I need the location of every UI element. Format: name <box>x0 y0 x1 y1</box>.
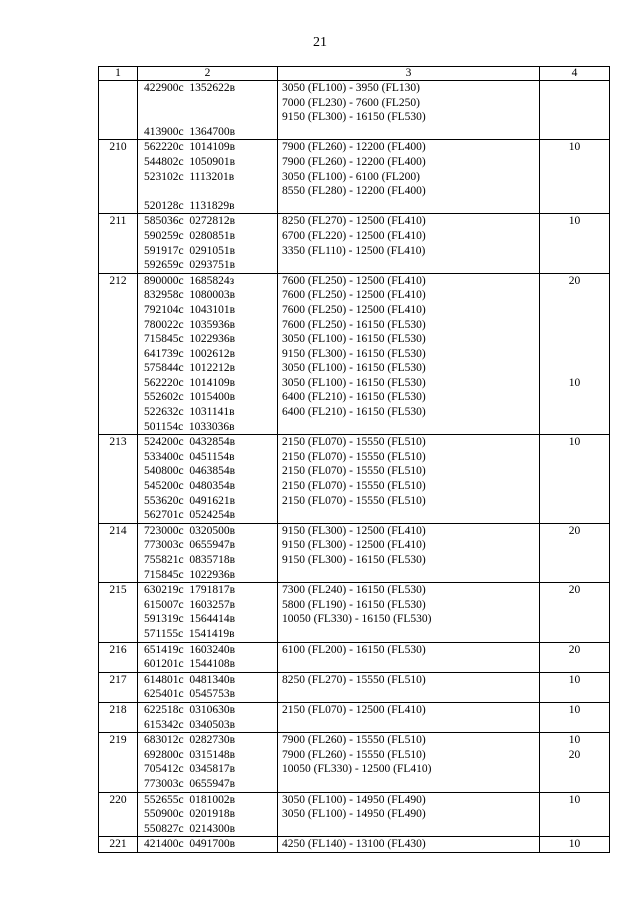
table-row <box>99 733 610 792</box>
capacity-value: 10 <box>568 141 581 154</box>
capacity-value-cell <box>540 672 610 702</box>
coordinate: 591917c 0291051в <box>144 244 236 257</box>
level-range: 6100 (FL200) - 16150 (FL530) <box>282 643 426 656</box>
capacity-value <box>540 508 609 523</box>
level-range: 7600 (FL250) - 16150 (FL530) <box>282 318 426 331</box>
table-row <box>99 583 610 642</box>
level-range: 2150 (FL070) - 15550 (FL510) <box>282 436 426 449</box>
table-row <box>99 435 610 524</box>
page-number: 21 <box>313 35 327 50</box>
level-range: 5800 (FL190) - 16150 (FL530) <box>282 598 426 611</box>
coordinate: 550900c 0201918в <box>144 808 236 821</box>
row-number: 210 <box>109 141 127 154</box>
coordinate-cell <box>138 435 278 524</box>
level-range: 3050 (FL100) - 16150 (FL530) <box>282 333 426 346</box>
coordinate: 552602c 1015400в <box>144 391 236 404</box>
capacity-value <box>540 627 609 642</box>
level-range: 3350 (FL110) - 12500 (FL410) <box>282 244 426 257</box>
header-col-3: 3 <box>278 67 540 81</box>
level-range-cell <box>278 214 540 273</box>
table-row <box>99 81 610 140</box>
coordinate: 683012c 0282730в <box>144 734 236 747</box>
coordinate: 692800c 0315148в <box>144 748 236 761</box>
coordinate: 544802c 1050901в <box>144 155 236 168</box>
capacity-value: 10 <box>568 734 581 747</box>
level-range: 10050 (FL330) - 12500 (FL410) <box>282 763 432 776</box>
coordinate: 562701c 0524254в <box>144 509 236 522</box>
capacity-value: 10 <box>568 838 581 851</box>
level-range: 3050 (FL100) - 14950 (FL490) <box>282 808 426 821</box>
capacity-value-cell <box>540 435 610 524</box>
coordinate: 630219c 1791817в <box>144 584 236 597</box>
coordinate: 773003c 0655947в <box>144 777 236 790</box>
capacity-value <box>540 598 609 613</box>
row-number-cell <box>99 140 138 214</box>
capacity-value: 10 <box>568 215 581 228</box>
coordinate: 601201c 1544108в <box>144 658 236 671</box>
level-range: 8550 (FL280) - 12200 (FL400) <box>282 185 426 198</box>
capacity-value: 20 <box>568 584 581 597</box>
capacity-value <box>540 184 609 199</box>
capacity-value: 10 <box>568 436 581 449</box>
capacity-value <box>540 199 609 214</box>
coordinate <box>144 96 277 111</box>
level-range: 7600 (FL250) - 12500 (FL410) <box>282 303 426 316</box>
capacity-value <box>540 568 609 583</box>
level-range: 7900 (FL260) - 15550 (FL510) <box>282 748 426 761</box>
level-range-cell <box>278 837 540 853</box>
level-range <box>282 657 539 672</box>
coordinate: 533400c 0451154в <box>144 450 235 463</box>
table-row <box>99 702 610 732</box>
level-range-cell <box>278 435 540 524</box>
level-range: 3050 (FL100) - 14950 (FL490) <box>282 793 426 806</box>
coordinate: 562220c 1014109в <box>144 376 236 389</box>
level-range: 7900 (FL260) - 12200 (FL400) <box>282 155 426 168</box>
row-number: 218 <box>109 703 127 716</box>
capacity-value-cell <box>540 733 610 792</box>
level-range-cell <box>278 642 540 672</box>
capacity-value <box>540 718 609 733</box>
row-number-cell <box>99 583 138 642</box>
capacity-value <box>540 155 609 170</box>
level-range <box>282 777 539 792</box>
coordinate: 523102c 1113201в <box>144 170 235 183</box>
coordinate: 792104c 1043101в <box>144 303 236 316</box>
level-range: 3050 (FL100) - 6100 (FL200) <box>282 170 420 183</box>
row-number: 214 <box>109 524 127 537</box>
level-range: 6700 (FL220) - 12500 (FL410) <box>282 229 426 242</box>
level-range: 7600 (FL250) - 12500 (FL410) <box>282 289 426 302</box>
table-row <box>99 214 610 273</box>
level-range: 9150 (FL300) - 16150 (FL530) <box>282 111 426 124</box>
capacity-value: 10 <box>568 793 581 806</box>
level-range: 8250 (FL270) - 15550 (FL510) <box>282 673 426 686</box>
row-number: 220 <box>109 793 127 806</box>
coordinate: 562220c 1014109в <box>144 141 236 154</box>
coordinate-cell <box>138 837 278 853</box>
level-range: 9150 (FL300) - 16150 (FL530) <box>282 347 426 360</box>
level-range: 6400 (FL210) - 16150 (FL530) <box>282 391 426 404</box>
row-number: 221 <box>109 838 127 851</box>
capacity-value <box>540 450 609 465</box>
row-number: 216 <box>109 643 127 656</box>
coordinate: 651419c 1603240в <box>144 643 236 656</box>
row-number: 215 <box>109 584 127 597</box>
capacity-value: 10 <box>568 376 581 389</box>
capacity-value <box>540 347 609 362</box>
row-number: 212 <box>109 274 127 287</box>
level-range <box>282 822 539 837</box>
level-range: 2150 (FL070) - 15550 (FL510) <box>282 450 426 463</box>
level-range: 7000 (FL230) - 7600 (FL250) <box>282 96 420 109</box>
row-number-cell <box>99 435 138 524</box>
level-range: 2150 (FL070) - 15550 (FL510) <box>282 494 426 507</box>
header-col-4: 4 <box>540 67 610 81</box>
coordinate-cell <box>138 583 278 642</box>
coordinate: 614801c 0481340в <box>144 673 236 686</box>
coordinate: 890000c 1685824з <box>144 274 235 287</box>
capacity-value <box>540 96 609 111</box>
level-range-cell <box>278 523 540 582</box>
row-number-cell <box>99 273 138 435</box>
level-range: 7600 (FL250) - 12500 (FL410) <box>282 274 426 287</box>
capacity-value-cell <box>540 140 610 214</box>
capacity-value <box>540 81 609 96</box>
coordinate: 615342c 0340503в <box>144 718 236 731</box>
capacity-value: 20 <box>568 643 581 656</box>
capacity-value-cell <box>540 81 610 140</box>
capacity-value <box>540 318 609 333</box>
capacity-value <box>540 612 609 627</box>
airspace-table <box>98 66 610 853</box>
level-range: 9150 (FL300) - 12500 (FL410) <box>282 539 426 552</box>
table-row <box>99 837 610 853</box>
capacity-value <box>540 807 609 822</box>
coordinate-cell <box>138 273 278 435</box>
capacity-value-cell <box>540 273 610 435</box>
row-number-cell <box>99 702 138 732</box>
coordinate-cell <box>138 642 278 672</box>
level-range: 9150 (FL300) - 16150 (FL530) <box>282 554 426 566</box>
header-col-1: 1 <box>99 67 138 81</box>
coordinate: 773003c 0655947в <box>144 539 236 552</box>
row-number: 217 <box>109 673 127 686</box>
row-number-cell <box>99 792 138 837</box>
level-range <box>282 125 539 140</box>
capacity-value <box>540 288 609 303</box>
coordinate: 552655c 0181002в <box>144 793 236 806</box>
coordinate-cell <box>138 792 278 837</box>
coordinate: 615007c 1603257в <box>144 598 236 611</box>
capacity-value <box>540 657 609 672</box>
header-col-2: 2 <box>138 67 278 81</box>
level-range: 3050 (FL100) - 16150 (FL530) <box>282 362 426 375</box>
capacity-value: 10 <box>568 703 581 716</box>
capacity-value <box>540 822 609 837</box>
level-range <box>282 718 539 733</box>
level-range: 3050 (FL100) - 3950 (FL130) <box>282 82 420 94</box>
level-range <box>282 568 539 583</box>
coordinate: 755821c 0835718в <box>144 554 236 566</box>
level-range-cell <box>278 702 540 732</box>
level-range: 8250 (FL270) - 12500 (FL410) <box>282 215 426 228</box>
level-range: 10050 (FL330) - 16150 (FL530) <box>282 613 432 626</box>
row-number: 211 <box>109 215 127 228</box>
level-range <box>282 199 539 214</box>
coordinate-cell <box>138 672 278 702</box>
coordinate-cell <box>138 523 278 582</box>
coordinate: 715845c 1022936в <box>144 333 236 346</box>
row-number: 219 <box>109 734 127 747</box>
capacity-value <box>540 420 609 435</box>
coordinate: 421400c 0491700в <box>144 838 236 851</box>
coordinate: 540800c 0463854в <box>144 465 236 478</box>
coordinate: 575844c 1012212в <box>144 362 236 375</box>
coordinate-cell <box>138 733 278 792</box>
capacity-value <box>540 479 609 494</box>
row-number-cell <box>99 837 138 853</box>
coordinate: 590259c 0280851в <box>144 229 236 242</box>
coordinate: 422900c 1352622в <box>144 82 236 94</box>
level-range <box>282 420 539 435</box>
level-range <box>282 258 539 273</box>
coordinate: 625401c 0545753в <box>144 688 236 701</box>
coordinate: 520128c 1131829в <box>144 199 235 212</box>
level-range-cell <box>278 140 540 214</box>
level-range-cell <box>278 583 540 642</box>
capacity-value: 20 <box>568 274 581 287</box>
capacity-value: 20 <box>568 748 581 761</box>
table-row <box>99 792 610 837</box>
level-range-cell <box>278 81 540 140</box>
coordinate: 592659c 0293751в <box>144 259 236 272</box>
level-range: 6400 (FL210) - 16150 (FL530) <box>282 406 426 419</box>
level-range-cell <box>278 672 540 702</box>
coordinate: 591319c 1564414в <box>144 613 236 626</box>
coordinate: 585036c 0272812в <box>144 215 236 228</box>
capacity-value <box>540 390 609 405</box>
coordinate <box>144 184 277 199</box>
level-range: 2150 (FL070) - 15550 (FL510) <box>282 465 426 478</box>
capacity-value <box>540 170 609 185</box>
capacity-value <box>540 762 609 777</box>
table-row <box>99 273 610 435</box>
coordinate: 524200c 0432854в <box>144 436 236 449</box>
capacity-value <box>540 553 609 568</box>
level-range <box>282 508 539 523</box>
row-number-cell <box>99 672 138 702</box>
table-row <box>99 642 610 672</box>
capacity-value <box>540 258 609 273</box>
level-range: 2150 (FL070) - 15550 (FL510) <box>282 480 426 493</box>
capacity-value-cell <box>540 642 610 672</box>
coordinate: 553620c 0491621в <box>144 494 236 507</box>
level-range: 7900 (FL260) - 15550 (FL510) <box>282 734 426 747</box>
capacity-value <box>540 125 609 140</box>
level-range: 7300 (FL240) - 16150 (FL530) <box>282 584 426 597</box>
coordinate-cell <box>138 140 278 214</box>
capacity-value-cell <box>540 523 610 582</box>
capacity-value <box>540 303 609 318</box>
level-range <box>282 687 539 702</box>
level-range-cell <box>278 733 540 792</box>
coordinate: 501154c 1033036в <box>144 420 235 433</box>
row-number-cell <box>99 523 138 582</box>
level-range <box>282 627 539 642</box>
level-range-cell <box>278 792 540 837</box>
level-range: 2150 (FL070) - 12500 (FL410) <box>282 703 426 716</box>
capacity-value <box>540 361 609 376</box>
level-range: 7900 (FL260) - 12200 (FL400) <box>282 141 426 154</box>
level-range: 3050 (FL100) - 16150 (FL530) <box>282 376 426 389</box>
coordinate: 622518c 0310630в <box>144 703 236 716</box>
coordinate: 550827c 0214300в <box>144 822 236 835</box>
capacity-value <box>540 464 609 479</box>
capacity-value: 20 <box>568 524 581 537</box>
coordinate: 641739c 1002612в <box>144 347 236 360</box>
table-row <box>99 140 610 214</box>
row-number-cell <box>99 733 138 792</box>
table-row <box>99 523 610 582</box>
capacity-value <box>540 229 609 244</box>
capacity-value-cell <box>540 792 610 837</box>
row-number-cell <box>99 214 138 273</box>
coordinate: 705412c 0345817в <box>144 763 236 776</box>
coordinate: 715845c 1022936в <box>144 568 236 581</box>
row-number-cell <box>99 642 138 672</box>
capacity-value <box>540 494 609 509</box>
coordinate: 545200c 0480354в <box>144 480 236 493</box>
coordinate <box>144 110 277 125</box>
row-number: 213 <box>109 436 127 449</box>
capacity-value-cell <box>540 214 610 273</box>
level-range-cell <box>278 273 540 435</box>
capacity-value-cell <box>540 583 610 642</box>
coordinate-cell <box>138 81 278 140</box>
capacity-value <box>540 777 609 792</box>
coordinate: 780022c 1035936в <box>144 318 236 331</box>
level-range: 9150 (FL300) - 12500 (FL410) <box>282 524 426 537</box>
coordinate: 832958c 1080003в <box>144 289 236 302</box>
capacity-value <box>540 538 609 553</box>
coordinate: 413900c 1364700в <box>144 125 236 138</box>
capacity-value <box>540 687 609 702</box>
row-number-cell <box>99 81 138 140</box>
header-row <box>99 67 610 81</box>
capacity-value <box>540 110 609 125</box>
level-range: 4250 (FL140) - 13100 (FL430) <box>282 838 426 851</box>
capacity-value: 10 <box>568 673 581 686</box>
coordinate-cell <box>138 214 278 273</box>
table-row <box>99 672 610 702</box>
coordinate: 571155c 1541419в <box>144 627 235 640</box>
row-number <box>99 81 137 96</box>
capacity-value <box>540 332 609 347</box>
capacity-value-cell <box>540 702 610 732</box>
coordinate: 522632c 1031141в <box>144 406 235 419</box>
capacity-value <box>540 405 609 420</box>
capacity-value <box>540 244 609 259</box>
coordinate-cell <box>138 702 278 732</box>
coordinate: 723000c 0320500в <box>144 524 236 537</box>
capacity-value-cell <box>540 837 610 853</box>
